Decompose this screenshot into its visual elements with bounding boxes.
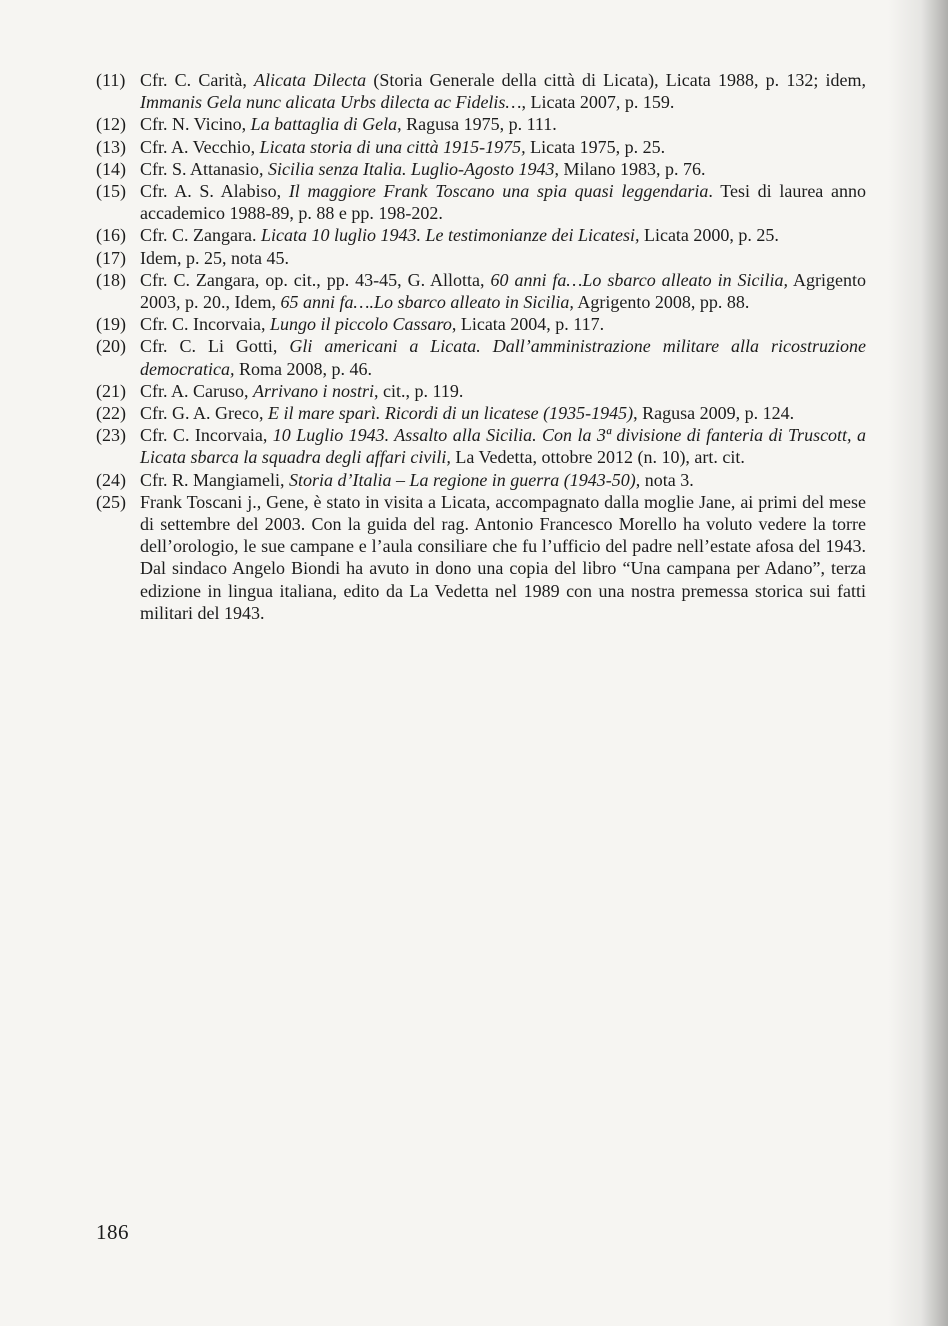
footnote-text-segment: La Vedetta, ottobre 2012 (n. 10), art. cit.	[450, 447, 745, 468]
footnote-item	[96, 491, 866, 624]
footnote-text	[140, 313, 866, 335]
footnote-number: (12)	[96, 114, 126, 135]
footnote-text	[140, 491, 866, 624]
footnote-text	[140, 224, 866, 246]
footnote-title-italic: Il maggiore Frank Toscano una spia quasi leggendaria	[288, 181, 709, 202]
footnote-text-segment: Cfr. A. Caruso,	[140, 380, 254, 401]
footnote-item	[96, 247, 866, 269]
footnote-text-segment: Cfr. G. A. Greco,	[140, 403, 268, 424]
page-edge-shadow	[888, 0, 948, 1326]
footnote-item	[96, 224, 866, 246]
footnote-text	[140, 424, 866, 468]
footnote-title-italic: La battaglia di Gela	[250, 114, 398, 135]
footnote-text-segment: Cfr. C. Li Gotti,	[140, 336, 290, 357]
footnote-number: (25)	[96, 491, 126, 512]
page-number: 186	[96, 1220, 129, 1244]
footnote-text-segment: Cfr. N. Vicino,	[140, 114, 251, 135]
footnote-text	[140, 269, 866, 313]
footnote-title-italic: Licata storia di una città 1915-1975,	[259, 136, 526, 157]
footnote-item	[96, 424, 866, 468]
footnote-text-segment: Cfr. C. Carità,	[140, 70, 255, 90]
footnote-text-segment: Cfr. A. Vecchio,	[140, 136, 260, 157]
footnote-title-italic: Alicata Dilecta	[254, 70, 367, 90]
footnote-number: (19)	[96, 314, 126, 335]
footnote-title-italic: Lungo il piccolo Cassaro	[269, 314, 452, 335]
footnote-text	[140, 180, 866, 224]
footnote-item	[96, 136, 866, 158]
footnote-text	[140, 469, 866, 491]
footnote-text-segment: , Licata 2004, p. 117.	[451, 314, 605, 335]
footnote-item	[96, 335, 866, 379]
footnote-text	[140, 247, 866, 269]
footnote-text-segment: Cfr. R. Mangiameli,	[140, 469, 289, 490]
footnote-text-segment: Cfr. C. Incorvaia,	[140, 314, 270, 335]
footnote-text	[140, 69, 866, 113]
footnote-title-italic: 60 anni fa…Lo sbarco alleato in Sicilia,	[490, 269, 789, 290]
footnote-text-segment: Agrigento 2003, p. 20., Idem,	[140, 269, 866, 313]
footnote-text	[140, 158, 866, 180]
footnote-text-segment: Frank Toscani j., Gene, è stato in visita a Licata, accompagnato dalla moglie Jane, ai primi del mese di settembre del 2003. Con la guida del rag. Antonio Francesco Morello ha voluto vedere la torre dell’orologio, le sue campane e l’aula consiliare che fu l’ufficio del padre nell’estate afosa del 1943. Dal sindaco Angelo Biondi ha avuto in dono una copia del libro “Una campana per Adano”, terza edizione in lingua italiana, edito da La Vedetta nel 1989 con una nostra premessa storica sui fatti militari del 1943.	[140, 491, 866, 623]
footnote-item	[96, 69, 866, 113]
footnote-text-segment: Cfr. C. Zangara, op. cit., pp. 43-45, G. Allotta,	[140, 269, 491, 290]
footnote-text	[140, 136, 866, 158]
footnote-title-italic: Storia d’Italia – La regione in guerra (1943-50)	[288, 469, 636, 490]
footnote-text-segment: (Storia Generale della città di Licata), Licata 1988, p. 132; idem,	[366, 70, 866, 90]
footnote-text	[140, 335, 866, 379]
footnote-item	[96, 113, 866, 135]
footnote-text-segment: Licata 1975, p. 25.	[525, 136, 666, 157]
footnote-text-segment: Cfr. C. Zangara.	[140, 225, 261, 246]
footnotes-list	[96, 69, 866, 624]
footnote-title-italic: 65 anni fa….Lo sbarco alleato in Sicilia,	[280, 292, 574, 313]
footnote-item	[96, 380, 866, 402]
footnote-number: (15)	[96, 181, 126, 202]
footnote-item	[96, 180, 866, 224]
footnote-number: (20)	[96, 336, 126, 357]
footnote-number: (17)	[96, 247, 126, 268]
footnote-text-segment: , Ragusa 1975, p. 111.	[397, 114, 557, 135]
footnote-number: (16)	[96, 225, 126, 246]
footnote-item	[96, 269, 866, 313]
footnote-text-segment: , nota 3.	[635, 469, 694, 490]
footnote-text	[140, 113, 866, 135]
footnote-number: (21)	[96, 380, 126, 401]
footnote-number: (24)	[96, 469, 126, 490]
footnote-item	[96, 313, 866, 335]
footnote-text-segment: , cit., p. 119.	[374, 380, 464, 401]
footnote-number: (11)	[96, 70, 126, 90]
footnote-text	[140, 380, 866, 402]
footnote-text-segment: Roma 2008, p. 46.	[234, 358, 372, 379]
footnote-text-segment: , Licata 2007, p. 159.	[521, 92, 675, 113]
footnote-text	[140, 402, 866, 424]
footnote-title-italic: Licata 10 luglio 1943. Le testimonianze dei Licatesi,	[260, 225, 640, 246]
footnote-number: (14)	[96, 158, 126, 179]
footnote-title-italic: Gli americani a Licata. Dall’amministrazione militare alla ricostruzione democratica,	[140, 336, 866, 379]
footnote-text-segment: Agrigento 2008, pp. 88.	[573, 292, 750, 313]
footnote-text-segment: Cfr. C. Incorvaia,	[140, 425, 273, 446]
footnote-title-italic: Arrivano i nostri	[253, 380, 375, 401]
footnote-title-italic: Immanis Gela nunc alicata Urbs dilecta ac Fidelis…	[140, 92, 522, 113]
footnote-title-italic: E il mare sparì. Ricordi di un licatese (1935-1945)	[267, 403, 634, 424]
footnote-text-segment: Licata 2000, p. 25.	[639, 225, 779, 246]
footnote-text-segment: Idem, p. 25, nota 45.	[140, 247, 289, 268]
footnote-item	[96, 158, 866, 180]
footnote-item	[96, 469, 866, 491]
footnote-title-italic: Sicilia senza Italia. Luglio-Agosto 1943	[268, 158, 555, 179]
footnote-number: (22)	[96, 403, 126, 424]
footnote-number: (13)	[96, 136, 126, 157]
footnote-text-segment: , Ragusa 2009, p. 124.	[633, 403, 795, 424]
footnote-text-segment: Cfr. A. S. Alabiso,	[140, 181, 289, 202]
footnote-item	[96, 402, 866, 424]
footnote-number: (23)	[96, 425, 126, 446]
footnote-text-segment: , Milano 1983, p. 76.	[554, 158, 706, 179]
footnote-title-italic: 10 Luglio 1943. Assalto alla Sicilia. Con la 3ª divisione di fanteria di Truscott, a Licata sbarca la squadra degli affari civili,	[140, 425, 866, 468]
footnote-text-segment: Cfr. S. Attanasio,	[140, 158, 269, 179]
footnote-text-segment: . Tesi di laurea anno accademico 1988-89, p. 88 e pp. 198-202.	[140, 181, 866, 224]
footnote-number: (18)	[96, 269, 126, 290]
